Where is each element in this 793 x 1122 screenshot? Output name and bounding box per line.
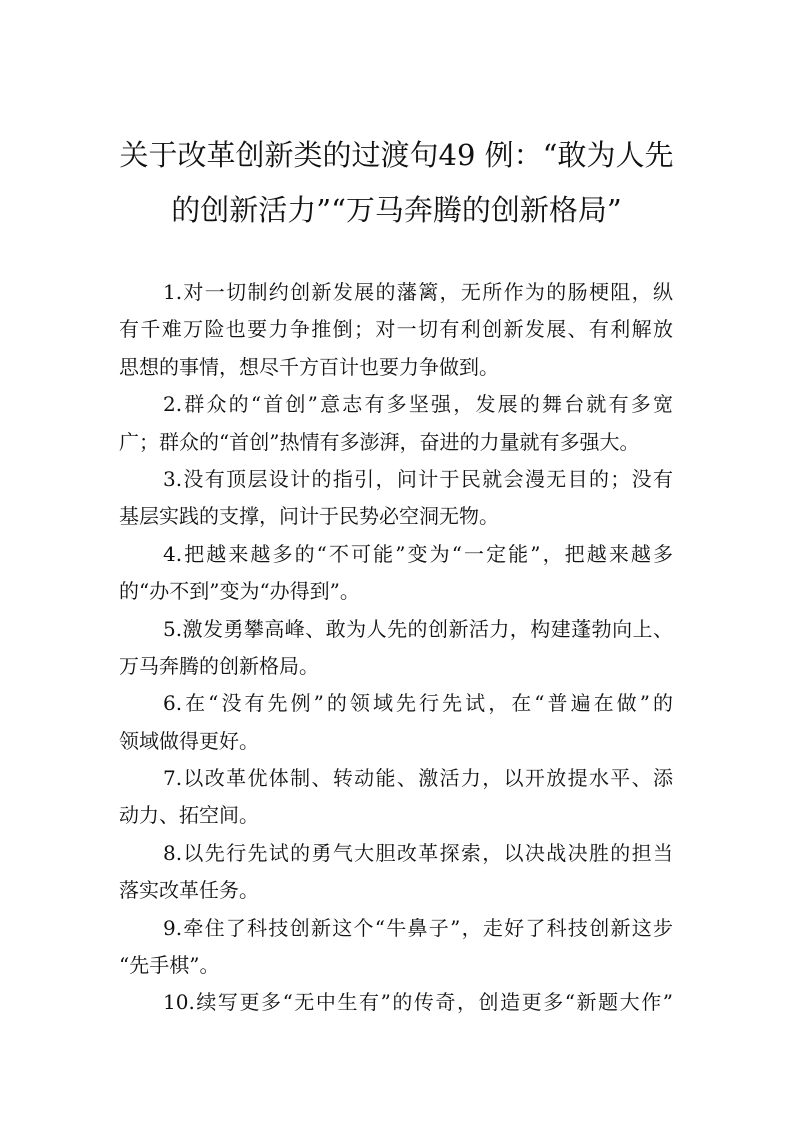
paragraph-1 [119,274,673,386]
paragraph-7 [119,760,673,835]
paragraph-6 [119,685,673,760]
paragraph-line: 10.续写更多“无中生有”的传奇，创造更多“新题大作” [163,990,673,1015]
paragraph-line: 动力、拓空间。 [119,803,259,828]
paragraph-line: 基层实践的支撑，问计于民势必空洞无物。 [119,504,499,529]
paragraph-line: 9.牵住了科技创新这个“牛鼻子”，走好了科技创新这步 [163,915,673,940]
title-line-1: 关于改革创新类的过渡句49 例：“敢为人先 [119,138,674,172]
paragraph-8 [119,835,673,910]
paragraph-9 [119,910,673,985]
document-body [119,274,673,1022]
paragraph-line: “先手棋”。 [119,953,220,978]
paragraph-line: 有千难万险也要力争推倒；对一切有利创新发展、有利解放 [119,317,673,342]
document-title [100,128,693,238]
paragraph-line: 2.群众的“首创”意志有多坚强，发展的舞台就有多宽 [163,392,673,417]
paragraph-line: 思想的事情，想尽千方百计也要力争做到。 [119,354,499,379]
paragraph-10 [119,984,673,1021]
paragraph-line: 1.对一切制约创新发展的藩篱，无所作为的肠梗阻，纵 [163,280,673,304]
paragraph-4 [119,536,673,611]
paragraph-line: 的“办不到”变为“办得到”。 [119,579,360,604]
paragraph-line: 8.以先行先试的勇气大胆改革探索，以决战决胜的担当 [163,840,673,865]
paragraph-line: 5.激发勇攀高峰、敢为人先的创新活力，构建蓬勃向上、 [163,616,673,641]
paragraph-line: 6.在“没有先例”的领域先行先试，在“普遍在做”的 [163,691,673,716]
paragraph-line: 3.没有顶层设计的指引，问计于民就会漫无目的；没有 [163,466,673,491]
paragraph-3 [119,461,673,536]
paragraph-line: 领域做得更好。 [119,728,259,753]
paragraph-2 [119,386,673,461]
paragraph-line: 4.把越来越多的“不可能”变为“一定能”，把越来越多 [163,541,673,566]
paragraph-line: 万马奔腾的创新格局。 [119,653,319,678]
paragraph-line: 落实改革任务。 [119,878,259,903]
paragraph-line: 广；群众的“首创”热情有多澎湃，奋进的力量就有多强大。 [119,429,640,454]
paragraph-line: 7.以改革优体制、转动能、激活力，以开放提水平、添 [163,766,673,791]
title-line-2: 的创新活力”“万马奔腾的创新格局” [171,193,622,227]
paragraph-5 [119,611,673,686]
